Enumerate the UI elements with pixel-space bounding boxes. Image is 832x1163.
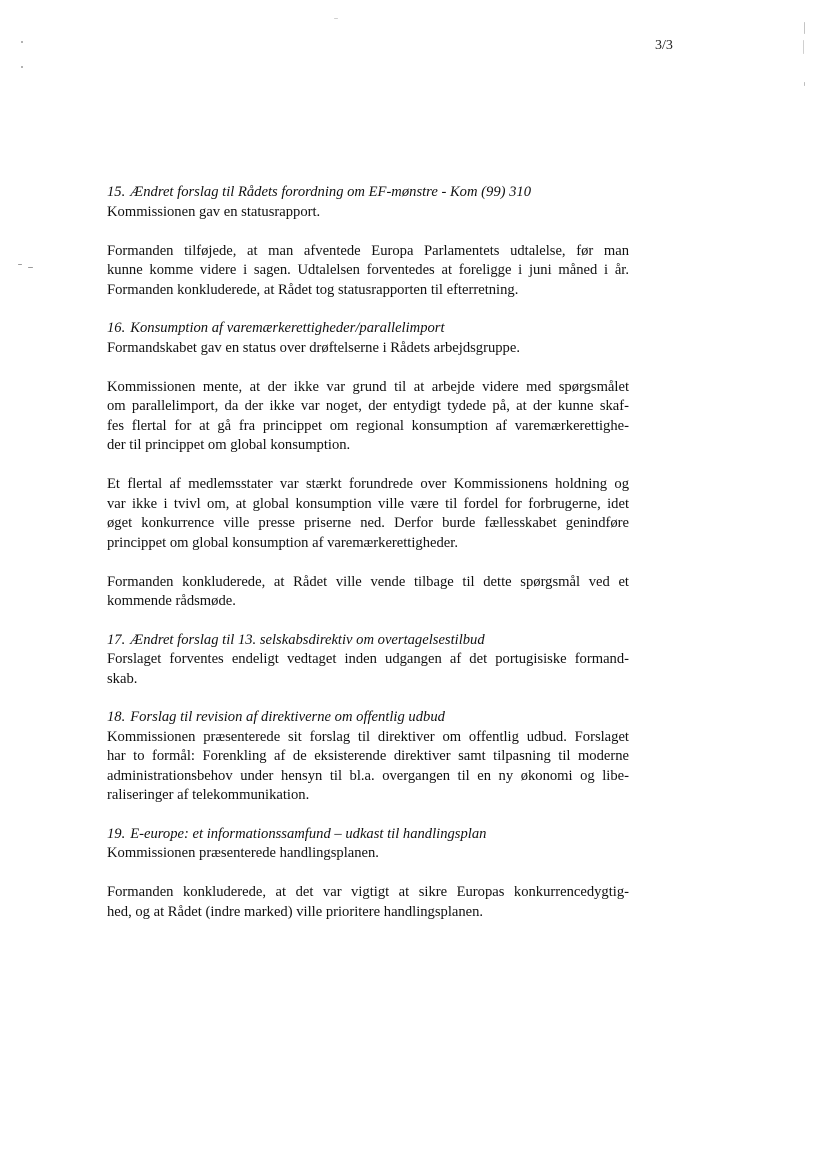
section-title: E-europe: et informationssamfund – udkast til handlingsplan — [130, 825, 487, 842]
scan-speck — [804, 22, 805, 34]
paragraph — [107, 844, 629, 864]
text-line: raliseringer af telekommunikation. — [107, 787, 310, 803]
text-line: Kommissionen præsenterede handlingsplanen. — [107, 845, 379, 861]
text-line: princippet om global konsumption af varemærkerettigheder. — [107, 534, 458, 551]
scan-speck — [21, 41, 23, 43]
section-number: 16. — [107, 320, 126, 336]
paragraph — [107, 203, 629, 223]
paragraph — [107, 475, 629, 553]
document-body — [107, 183, 629, 922]
page-number: 3/3 — [655, 38, 673, 53]
section-17 — [107, 631, 629, 690]
text-line: Formanden konkluderede, at det var vigtigt at sikre Europas konkurrencedygtig- — [107, 884, 629, 900]
section-number: 19. — [107, 825, 126, 842]
paragraph — [107, 728, 629, 806]
paragraph — [107, 650, 629, 689]
scan-speck — [803, 40, 804, 54]
text-line: om parallelimport, da der ikke var noget, der entydigt tydede på, at der kunne skaf- — [107, 398, 629, 414]
section-number: 17. — [107, 631, 126, 648]
text-line: Kommissionen mente, at der ikke var grund til at arbejde videre med spørgsmålet — [107, 378, 629, 395]
section-title: Ændret forslag til 13. selskabsdirektiv om overtagelsestilbud — [130, 631, 485, 648]
section-title: Ændret forslag til Rådets forordning om EF-mønstre - Kom (99) 310 — [130, 184, 532, 200]
paragraph — [107, 573, 629, 612]
section-heading — [107, 183, 629, 203]
section-16 — [107, 319, 629, 612]
paragraph — [107, 378, 629, 456]
text-line: Forslaget forventes endeligt vedtaget inden udgangen af det portugisiske formand- — [107, 651, 629, 667]
text-line: Formanden tilføjede, at man afventede Europa Parlamentets udtalelse, før man — [107, 242, 629, 259]
section-18 — [107, 708, 629, 806]
text-line: kunne komme videre i sagen. Udtalelsen forventedes at foreligge i juni måned i år. — [107, 262, 629, 278]
text-line: der til princippet om global konsumption. — [107, 437, 351, 453]
text-line: var ikke i tvivl om, at global konsumption ville være til fordel for forbrugerne, idet — [107, 495, 629, 512]
paragraph — [107, 883, 629, 922]
section-heading — [107, 631, 629, 651]
text-line: skab. — [107, 670, 138, 687]
text-line: Kommissionen præsenterede sit forslag til direktiver om offentlig udbud. Forslaget — [107, 728, 629, 745]
text-line: har to formål: Forenkling af de eksisterende direktiver samt tilpasning til moderne — [107, 748, 629, 764]
text-line: fes flertal for at gå fra princippet om regional konsumption af varemærkerettighe- — [107, 417, 629, 434]
section-15 — [107, 183, 629, 300]
text-line: Kommissionen gav en statusrapport. — [107, 203, 321, 220]
paragraph — [107, 339, 629, 359]
section-number: 15. — [107, 184, 126, 200]
text-line: øget konkurrence ville presse priserne ned. Derfor burde fællesskabet genindføre — [107, 515, 629, 531]
scan-speck — [21, 66, 23, 68]
scan-speck — [334, 18, 338, 19]
text-line: Formanden konkluderede, at Rådet ville vende tilbage til dette spørgsmål ved et — [107, 573, 629, 590]
scan-speck — [804, 82, 805, 86]
text-line: Et flertal af medlemsstater var stærkt forundrede over Kommissionens holdning og — [107, 476, 629, 492]
section-heading — [107, 825, 629, 845]
text-line: hed, og at Rådet (indre marked) ville prioritere handlingsplanen. — [107, 903, 484, 920]
text-line: administrationsbehov under hensyn til bl.a. overgangen til en ny økonomi og libe- — [107, 767, 629, 784]
section-heading — [107, 319, 629, 339]
section-number: 18. — [107, 709, 126, 725]
section-title: Forslag til revision af direktiverne om offentlig udbud — [130, 709, 445, 725]
paragraph — [107, 242, 629, 301]
section-title: Konsumption af varemærkerettigheder/parallelimport — [130, 320, 445, 336]
scan-speck — [28, 267, 33, 268]
text-line: kommende rådsmøde. — [107, 593, 236, 609]
section-19 — [107, 825, 629, 923]
scan-speck — [18, 264, 22, 265]
section-heading — [107, 708, 629, 728]
text-line: Formanden konkluderede, at Rådet tog statusrapporten til efterretning. — [107, 281, 519, 298]
text-line: Formandskabet gav en status over drøftelserne i Rådets arbejdsgruppe. — [107, 339, 520, 356]
